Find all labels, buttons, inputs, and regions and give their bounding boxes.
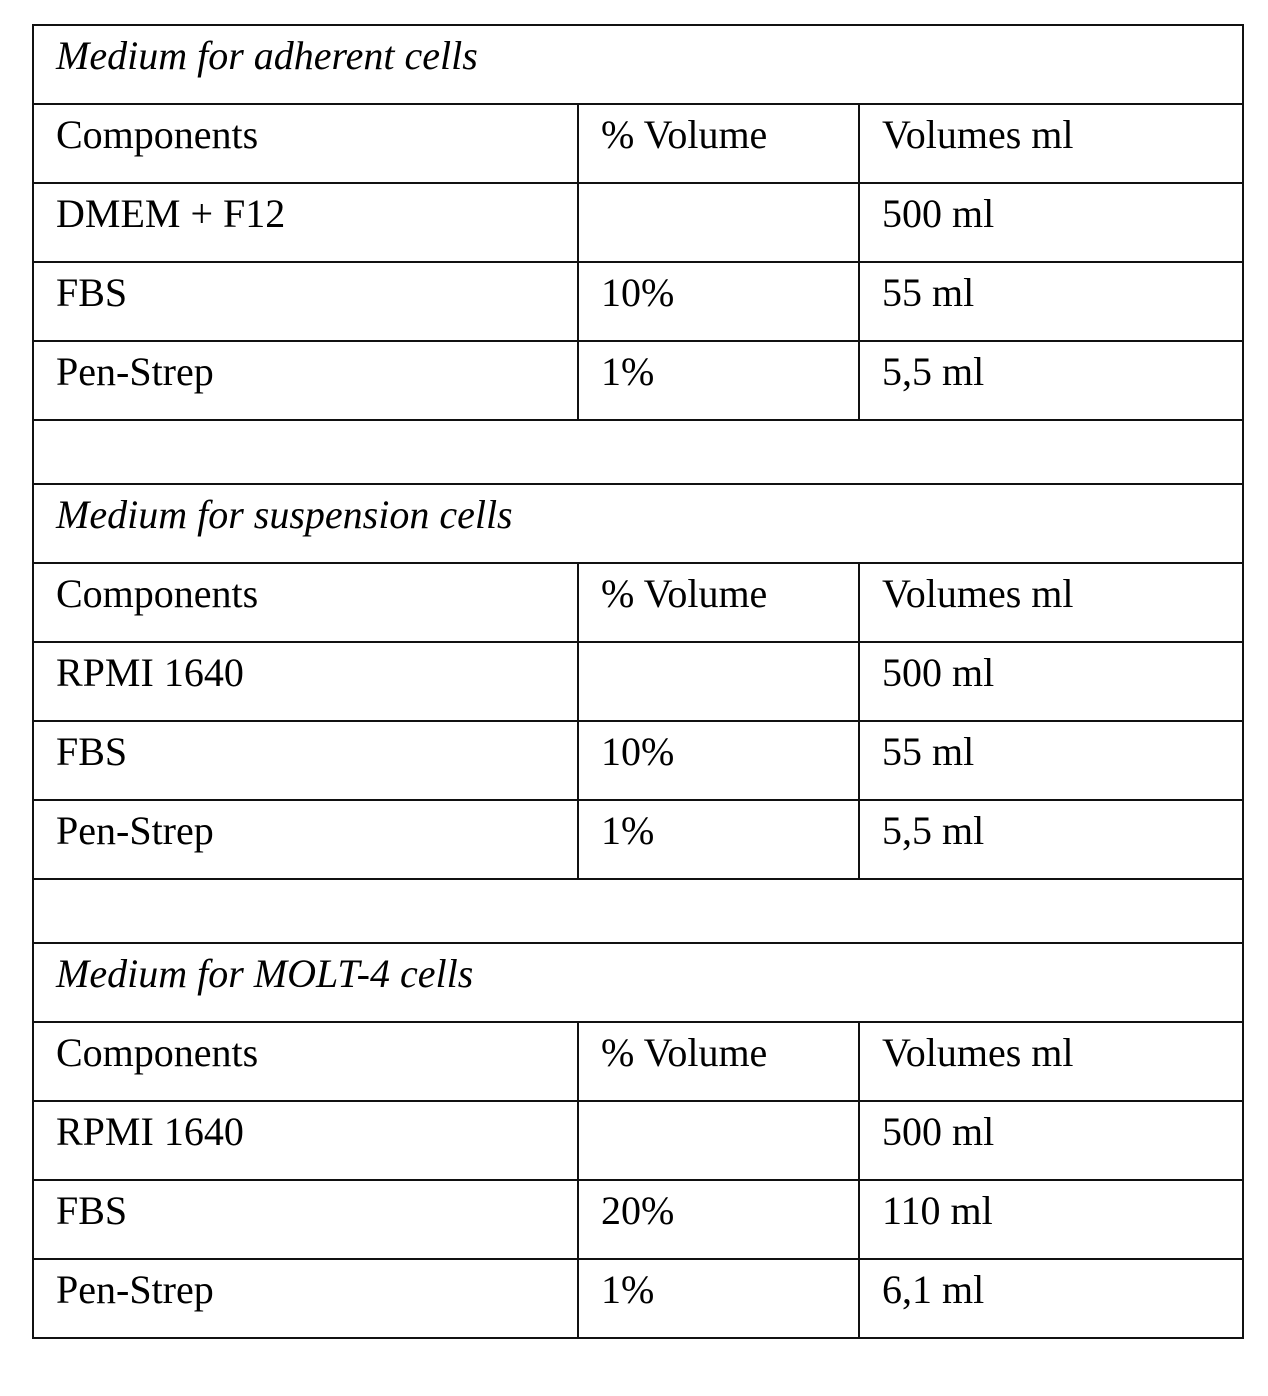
volume-cell: 6,1 ml xyxy=(859,1259,1243,1338)
percent-cell: 10% xyxy=(578,262,859,341)
percent-cell xyxy=(578,1101,859,1180)
percent-cell: 10% xyxy=(578,721,859,800)
spacer-cell xyxy=(33,420,1243,484)
header-volumes-ml: Volumes ml xyxy=(859,104,1243,183)
section-title-suspension: Medium for suspension cells xyxy=(33,484,1243,563)
table-row xyxy=(33,183,1243,262)
header-components: Components xyxy=(33,104,578,183)
table-row xyxy=(33,642,1243,721)
percent-cell: 1% xyxy=(578,341,859,420)
percent-cell xyxy=(578,183,859,262)
volume-cell: 5,5 ml xyxy=(859,341,1243,420)
header-row xyxy=(33,563,1243,642)
header-volumes-ml: Volumes ml xyxy=(859,563,1243,642)
table-row xyxy=(33,1101,1243,1180)
component-cell: FBS xyxy=(33,721,578,800)
volume-cell: 500 ml xyxy=(859,642,1243,721)
section-title-molt4: Medium for MOLT-4 cells xyxy=(33,943,1243,1022)
volume-cell: 110 ml xyxy=(859,1180,1243,1259)
volume-cell: 500 ml xyxy=(859,183,1243,262)
header-row xyxy=(33,1022,1243,1101)
section-title-adherent: Medium for adherent cells xyxy=(33,25,1243,104)
table-row xyxy=(33,1259,1243,1338)
culture-media-table xyxy=(32,24,1244,1339)
spacer-row xyxy=(33,879,1243,943)
table-row xyxy=(33,341,1243,420)
header-row xyxy=(33,104,1243,183)
header-components: Components xyxy=(33,563,578,642)
component-cell: DMEM + F12 xyxy=(33,183,578,262)
volume-cell: 55 ml xyxy=(859,721,1243,800)
table-row xyxy=(33,262,1243,341)
percent-cell: 20% xyxy=(578,1180,859,1259)
percent-cell xyxy=(578,642,859,721)
table-row xyxy=(33,721,1243,800)
spacer-cell xyxy=(33,879,1243,943)
component-cell: FBS xyxy=(33,1180,578,1259)
percent-cell: 1% xyxy=(578,1259,859,1338)
component-cell: Pen-Strep xyxy=(33,800,578,879)
header-percent-volume: % Volume xyxy=(578,563,859,642)
section-title-row xyxy=(33,943,1243,1022)
component-cell: FBS xyxy=(33,262,578,341)
volume-cell: 500 ml xyxy=(859,1101,1243,1180)
header-components: Components xyxy=(33,1022,578,1101)
header-percent-volume: % Volume xyxy=(578,1022,859,1101)
spacer-row xyxy=(33,420,1243,484)
component-cell: Pen-Strep xyxy=(33,341,578,420)
section-title-row xyxy=(33,484,1243,563)
table-row xyxy=(33,800,1243,879)
component-cell: RPMI 1640 xyxy=(33,642,578,721)
volume-cell: 5,5 ml xyxy=(859,800,1243,879)
table-row xyxy=(33,1180,1243,1259)
header-volumes-ml: Volumes ml xyxy=(859,1022,1243,1101)
component-cell: RPMI 1640 xyxy=(33,1101,578,1180)
section-title-row xyxy=(33,25,1243,104)
component-cell: Pen-Strep xyxy=(33,1259,578,1338)
volume-cell: 55 ml xyxy=(859,262,1243,341)
percent-cell: 1% xyxy=(578,800,859,879)
header-percent-volume: % Volume xyxy=(578,104,859,183)
